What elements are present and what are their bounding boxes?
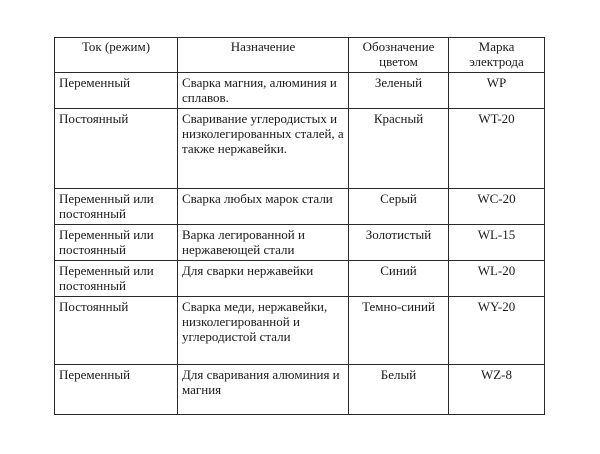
cell-current: Переменный — [55, 73, 178, 109]
cell-brand: WC-20 — [449, 189, 545, 225]
cell-purpose: Варка легированной и нержавеющей стали — [178, 225, 349, 261]
cell-current: Переменный или постоянный — [55, 189, 178, 225]
cell-current: Переменный — [55, 365, 178, 415]
table-row — [55, 73, 545, 109]
table-row — [55, 297, 545, 365]
cell-brand: WL-15 — [449, 225, 545, 261]
cell-color: Серый — [349, 189, 449, 225]
cell-color: Красный — [349, 109, 449, 189]
cell-purpose: Сваривание углеродистых и низколегированных сталей, а также нержавейки. — [178, 109, 349, 189]
cell-brand: WY-20 — [449, 297, 545, 365]
cell-purpose: Сварка магния, алюминия и сплавов. — [178, 73, 349, 109]
header-purpose: Назначение — [178, 38, 349, 73]
header-current: Ток (режим) — [55, 38, 178, 73]
cell-current: Постоянный — [55, 109, 178, 189]
cell-current: Переменный или постоянный — [55, 225, 178, 261]
table-header-row — [55, 38, 545, 73]
header-color: Обозначение цветом — [349, 38, 449, 73]
cell-brand: WT-20 — [449, 109, 545, 189]
cell-purpose: Сварка меди, нержавейки, низколегированной и углеродистой стали — [178, 297, 349, 365]
cell-color: Белый — [349, 365, 449, 415]
cell-purpose: Сварка любых марок стали — [178, 189, 349, 225]
table-row — [55, 189, 545, 225]
cell-purpose: Для сварки нержавейки — [178, 261, 349, 297]
cell-brand: WL-20 — [449, 261, 545, 297]
electrode-table — [54, 37, 545, 415]
table-row — [55, 109, 545, 189]
cell-color: Золотистый — [349, 225, 449, 261]
cell-color: Синий — [349, 261, 449, 297]
cell-current: Постоянный — [55, 297, 178, 365]
cell-color: Темно-синий — [349, 297, 449, 365]
table-row — [55, 261, 545, 297]
cell-purpose: Для сваривания алюминия и магния — [178, 365, 349, 415]
table-row — [55, 365, 545, 415]
cell-color: Зеленый — [349, 73, 449, 109]
table-row — [55, 225, 545, 261]
cell-current: Переменный или постоянный — [55, 261, 178, 297]
header-brand: Марка электрода — [449, 38, 545, 73]
cell-brand: WP — [449, 73, 545, 109]
cell-brand: WZ-8 — [449, 365, 545, 415]
